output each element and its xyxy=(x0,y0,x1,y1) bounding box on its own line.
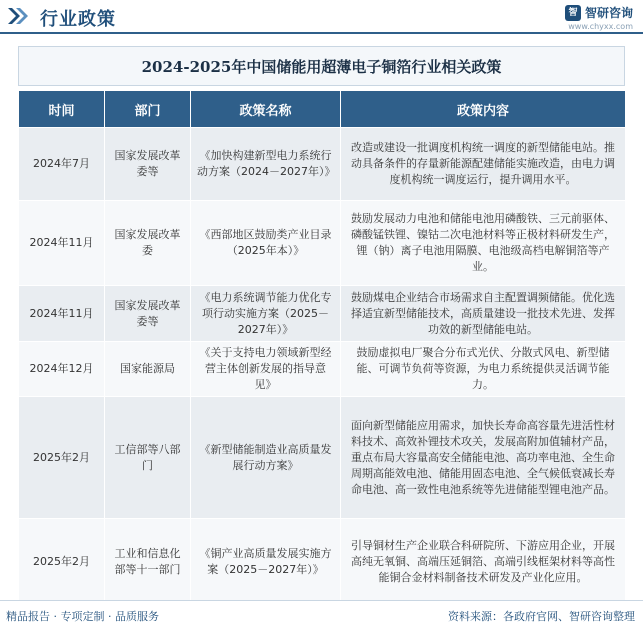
header-divider xyxy=(0,32,643,34)
cell-dept: 工信部等八部门 xyxy=(105,397,191,519)
column-header-dept: 部门 xyxy=(105,91,191,128)
table-row xyxy=(19,519,626,605)
brand-logo-icon: 智 xyxy=(565,5,581,21)
section-title: 行业政策 xyxy=(40,9,116,30)
cell-policy-content: 改造或建设一批调度机构统一调度的新型储能电站。推动具备条件的存量新能源配建储能实施改造，由电力调度机构统一调度运行，提升调用水平。 xyxy=(341,128,626,201)
cell-time: 2024年7月 xyxy=(19,128,105,201)
cell-policy-content: 鼓励虚拟电厂聚合分布式光伏、分散式风电、新型储能、可调节负荷等资源，为电力系统提供灵活调节能力。 xyxy=(341,342,626,397)
cell-dept: 国家发展改革委等 xyxy=(105,286,191,342)
footer-source: 资料来源：各政府官网、智研咨询整理 xyxy=(448,610,635,623)
cell-policy-content: 鼓励煤电企业结合市场需求自主配置调频储能。优化选择适宜新型储能技术，高质量建设一批技术先进、发挥功效的新型储能电站。 xyxy=(341,286,626,342)
cell-dept: 国家能源局 xyxy=(105,342,191,397)
footer-slogan: 精品报告 · 专项定制 · 品质服务 xyxy=(6,610,159,623)
table-row xyxy=(19,397,626,519)
double-chevron-icon xyxy=(6,6,30,26)
brand-name: 智研咨询 xyxy=(584,6,633,20)
header xyxy=(0,0,643,34)
cell-dept: 工业和信息化部等十一部门 xyxy=(105,519,191,605)
cell-time: 2024年12月 xyxy=(19,342,105,397)
table-row xyxy=(19,342,626,397)
column-header-content: 政策内容 xyxy=(341,91,626,128)
cell-dept: 国家发展改革委 xyxy=(105,201,191,286)
cell-policy-name: 《新型储能制造业高质量发展行动方案》 xyxy=(191,397,341,519)
cell-policy-name: 《铜产业高质量发展实施方案（2025－2027年）》 xyxy=(191,519,341,605)
cell-policy-name: 《西部地区鼓励类产业目录（2025年本）》 xyxy=(191,201,341,286)
column-header-name: 政策名称 xyxy=(191,91,341,128)
cell-time: 2024年11月 xyxy=(19,201,105,286)
brand xyxy=(565,4,633,21)
title-box xyxy=(18,46,625,86)
cell-policy-name: 《关于支持电力领域新型经营主体创新发展的指导意见》 xyxy=(191,342,341,397)
cell-dept: 国家发展改革委等 xyxy=(105,128,191,201)
table-row xyxy=(19,201,626,286)
cell-policy-content: 鼓励发展动力电池和储能电池用磷酸铁、三元前驱体、磷酸锰铁锂、镍钴二次电池材料等正极材料研发生产，锂（钠）离子电池用隔膜、电池级高档电解铜箔等产业。 xyxy=(341,201,626,286)
cell-policy-content: 引导铜材生产企业联合科研院所、下游应用企业，开展高纯无氧铜、高端压延铜箔、高端引线框架材料等高性能铜合金材料制备技术研发及产业化应用。 xyxy=(341,519,626,605)
cell-policy-content: 面向新型储能应用需求，加快长寿命高容量先进活性材料技术、高效补锂技术攻关，发展高附加值辅材产品，重点布局大容量高安全储能电池、高功率电池、全生命周期高能效电池、储能用固态电池、全气候低衰减长寿命电池、高一致性电池系统等先进储能型锂电池产品。 xyxy=(341,397,626,519)
footer-divider xyxy=(0,600,643,601)
footer xyxy=(0,600,643,630)
table-row xyxy=(19,286,626,342)
cell-time: 2024年11月 xyxy=(19,286,105,342)
column-header-time: 时间 xyxy=(19,91,105,128)
cell-time: 2025年2月 xyxy=(19,519,105,605)
policy-table xyxy=(18,90,626,605)
cell-policy-name: 《加快构建新型电力系统行动方案（2024－2027年）》 xyxy=(191,128,341,201)
table-row xyxy=(19,128,626,201)
brand-url: www.chyxx.com xyxy=(568,22,633,31)
page-title: 2024-2025年中国储能用超薄电子铜箔行业相关政策 xyxy=(141,57,502,76)
table-header-row xyxy=(19,91,626,128)
cell-policy-name: 《电力系统调节能力优化专项行动实施方案（2025－2027年）》 xyxy=(191,286,341,342)
cell-time: 2025年2月 xyxy=(19,397,105,519)
